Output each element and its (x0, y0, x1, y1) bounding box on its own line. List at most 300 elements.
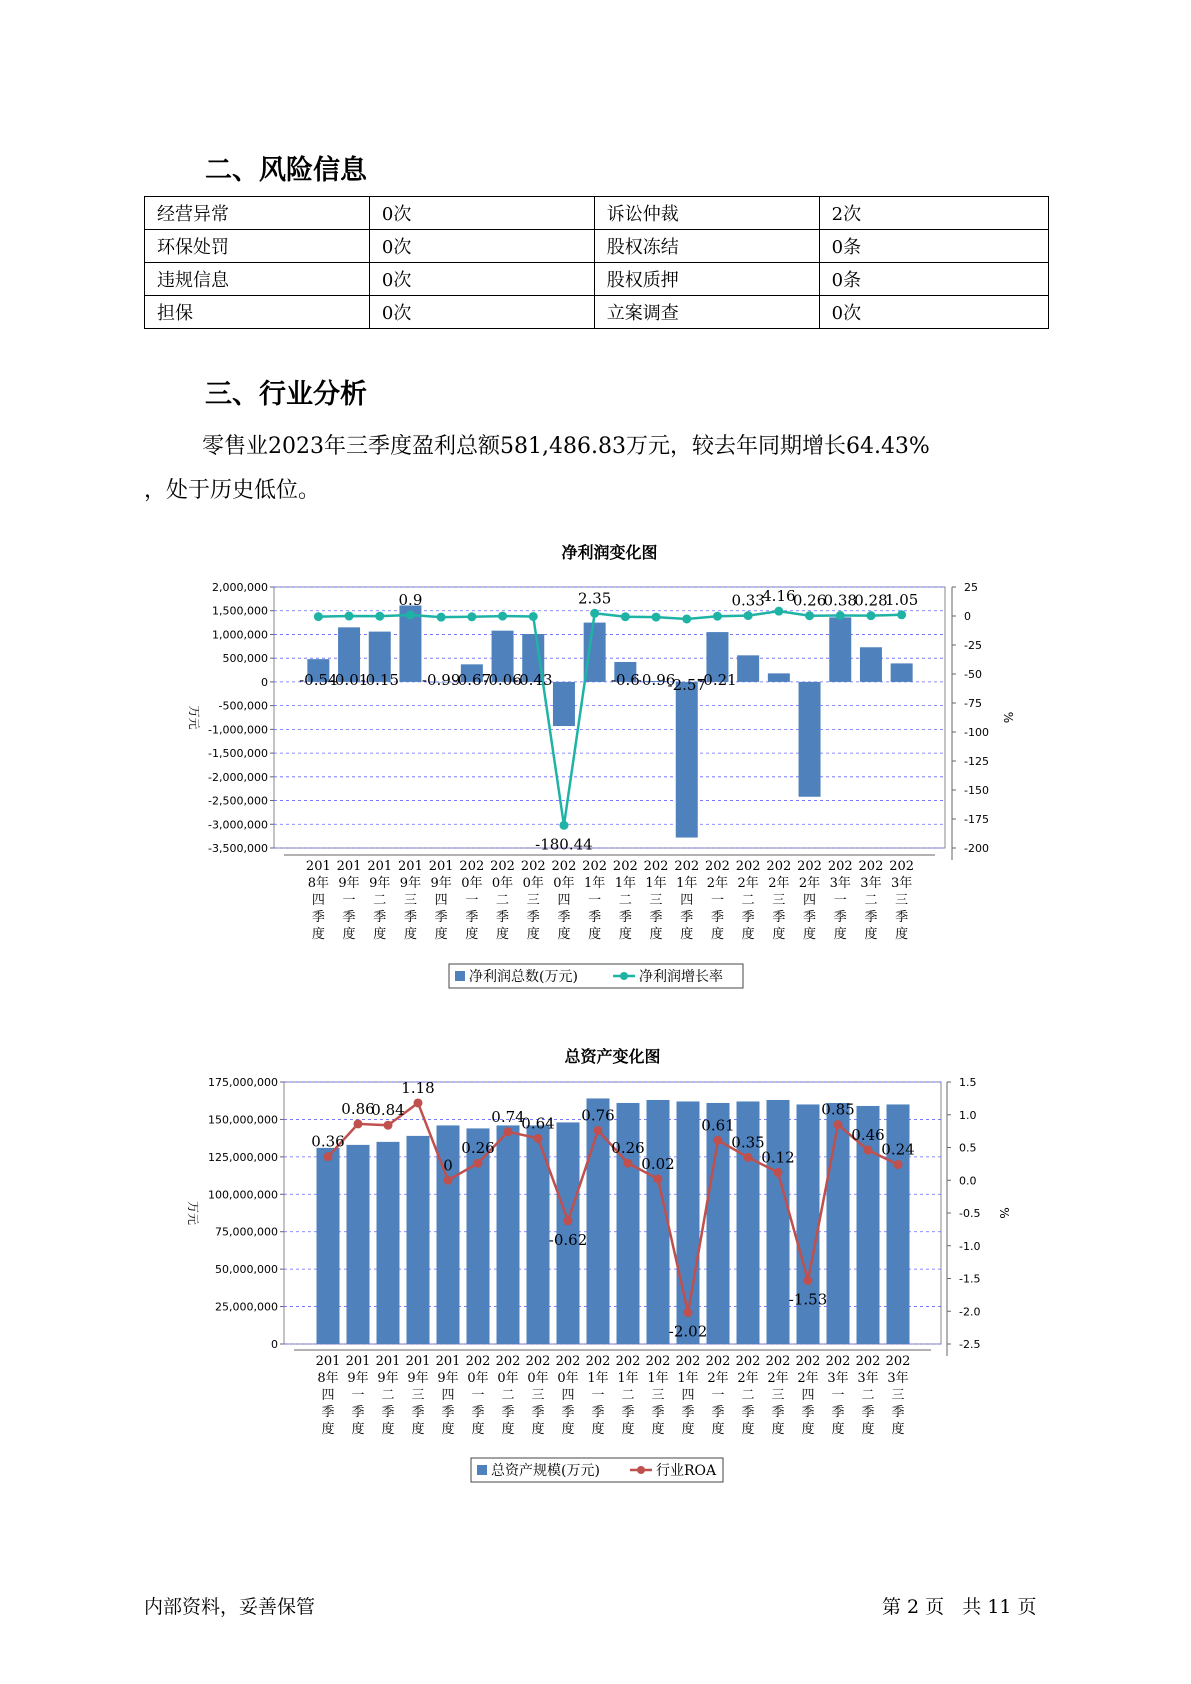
x-tick-label: 季 (381, 1405, 395, 1420)
y-tick-label: 50,000,000 (215, 1263, 278, 1277)
x-tick-label: 1年 (584, 876, 606, 891)
x-tick-label: 二 (501, 1388, 515, 1403)
x-tick-label: 3年 (891, 876, 913, 891)
x-tick-label: 202 (889, 859, 915, 874)
x-tick-label: 0年 (491, 876, 514, 891)
data-label: 0.35 (731, 1133, 765, 1152)
y2-tick-label: -0.5 (959, 1207, 981, 1220)
x-tick-label: 三 (531, 1388, 545, 1403)
bar (799, 682, 821, 797)
footer-left: 内部资料，妥善保管 (144, 1596, 316, 1618)
x-tick-label: 度 (741, 927, 755, 942)
bar (647, 1100, 670, 1344)
data-label: -0.6 (610, 671, 640, 689)
line-point (834, 1120, 843, 1129)
industry-summary (144, 425, 1074, 513)
total-assets-chart (0, 1038, 1191, 1508)
data-label: -0.99 (421, 671, 461, 689)
x-tick-label: 202 (674, 859, 700, 874)
line-point (559, 821, 568, 830)
line-point (324, 1152, 333, 1161)
data-label: 0.36 (311, 1132, 345, 1151)
summary-line-1: 零售业2023年三季度盈利总额581,486.83万元，较去年同期增长64.43% (202, 434, 930, 459)
y-tick-label: 2,000,000 (212, 581, 268, 594)
section-title-risk: 二、风险信息 (205, 155, 367, 186)
data-label: -0.06 (483, 671, 522, 689)
x-tick-label: 季 (649, 910, 663, 925)
line-point (354, 1119, 363, 1128)
bar (317, 1148, 340, 1344)
bar (829, 617, 851, 682)
line-point (375, 612, 384, 621)
x-tick-label: 季 (588, 910, 602, 925)
x-tick-label: 季 (441, 1405, 455, 1420)
bar (587, 1098, 610, 1344)
y-tick-label: -2,500,000 (208, 794, 268, 808)
x-tick-label: 2年 (737, 876, 759, 891)
x-tick-label: 度 (434, 927, 448, 942)
line-point (621, 612, 630, 621)
x-tick-label: 一 (465, 893, 479, 908)
x-tick-label: 202 (885, 1354, 911, 1369)
x-tick-label: 度 (831, 1422, 845, 1437)
x-tick-label: 度 (531, 1422, 545, 1437)
x-tick-label: 201 (435, 1354, 461, 1369)
risk-item-label: 违规信息 (145, 263, 370, 296)
data-label: 0.86 (341, 1099, 375, 1118)
data-label: -0.01 (329, 671, 369, 689)
risk-row (145, 263, 1049, 296)
x-tick-label: 1年 (617, 1371, 639, 1386)
x-tick-label: 202 (765, 1354, 791, 1369)
risk-item-label: 股权质押 (594, 263, 819, 296)
x-tick-label: 二 (381, 1388, 395, 1403)
risk-row (145, 197, 1049, 230)
data-label: 0.74 (491, 1107, 525, 1126)
x-tick-label: 季 (771, 1405, 785, 1420)
x-tick-label: 季 (618, 910, 632, 925)
x-tick-label: 0年 (553, 876, 575, 891)
x-tick-label: 三 (649, 893, 663, 908)
x-tick-label: 201 (428, 859, 454, 874)
x-tick-label: 季 (411, 1405, 425, 1420)
y2-tick-label: -50 (964, 668, 982, 681)
x-tick-label: 季 (591, 1405, 605, 1420)
x-tick-label: 202 (555, 1354, 581, 1369)
x-tick-label: 度 (591, 1422, 605, 1437)
x-tick-label: 四 (801, 1388, 815, 1403)
x-tick-label: 一 (833, 893, 847, 908)
x-tick-label: 度 (891, 1422, 905, 1437)
x-tick-label: 三 (411, 1388, 425, 1403)
x-tick-label: 季 (891, 1405, 905, 1420)
x-tick-label: 二 (741, 893, 755, 908)
y-axis-label: 万元 (187, 705, 201, 730)
x-tick-label: 202 (827, 859, 853, 874)
x-tick-label: 四 (680, 893, 694, 908)
x-tick-label: 201 (398, 859, 423, 874)
x-tick-label: 9年 (377, 1371, 399, 1386)
x-tick-label: 202 (735, 1354, 761, 1369)
x-tick-label: 四 (803, 893, 817, 908)
x-tick-label: 202 (645, 1354, 671, 1369)
x-tick-label: 四 (681, 1388, 695, 1403)
line-point (713, 612, 722, 621)
x-tick-label: 二 (621, 1388, 635, 1403)
y2-tick-label: 1.0 (959, 1108, 977, 1122)
y2-tick-label: 0.0 (959, 1174, 977, 1188)
y-tick-label: 0 (261, 675, 268, 689)
x-tick-label: 二 (861, 1388, 875, 1403)
x-tick-label: 三 (772, 893, 786, 908)
y-tick-label: 25,000,000 (215, 1300, 278, 1314)
x-tick-label: 三 (651, 1388, 665, 1403)
y-tick-label: -500,000 (218, 699, 268, 713)
x-tick-label: 季 (621, 1405, 635, 1420)
x-tick-label: 3年 (829, 876, 851, 891)
x-tick-label: 四 (321, 1388, 335, 1403)
x-tick-label: 季 (831, 1405, 845, 1420)
y2-axis-label: % (1001, 711, 1015, 724)
x-tick-label: 季 (342, 910, 356, 925)
bar (407, 1136, 430, 1344)
risk-item-value: 0次 (369, 197, 594, 230)
x-tick-label: 度 (588, 927, 602, 942)
x-tick-label: 201 (315, 1354, 341, 1369)
bar (891, 663, 913, 682)
x-tick-label: 一 (588, 893, 602, 908)
x-tick-label: 度 (471, 1422, 485, 1437)
x-tick-label: 0年 (522, 876, 544, 891)
line-point (414, 1098, 423, 1107)
legend-line-label: 行业ROA (656, 1463, 717, 1479)
x-tick-label: 季 (557, 910, 571, 925)
x-tick-label: 一 (711, 1388, 725, 1403)
x-tick-label: 201 (345, 1354, 371, 1369)
y-tick-label: -2,000,000 (208, 770, 268, 784)
x-tick-label: 季 (711, 1405, 725, 1420)
data-label: 0.38 (823, 591, 857, 610)
x-tick-label: 3年 (857, 1371, 879, 1386)
y-tick-label: 500,000 (222, 652, 268, 666)
x-tick-label: 度 (801, 1422, 815, 1437)
x-tick-label: 季 (531, 1405, 545, 1420)
x-tick-label: 202 (615, 1354, 641, 1369)
summary-line-2: ，处于历史低位。 (144, 478, 321, 503)
x-tick-label: 0年 (557, 1371, 579, 1386)
data-label: 1.05 (884, 590, 919, 609)
bar (737, 655, 759, 682)
x-tick-label: 四 (557, 893, 571, 908)
x-tick-label: 度 (321, 1422, 335, 1437)
line-point (314, 612, 323, 621)
line-point (590, 609, 599, 618)
risk-item-label: 经营异常 (145, 197, 370, 230)
x-tick-label: 9年 (399, 876, 422, 891)
x-tick-label: 季 (801, 1405, 815, 1420)
data-label: -0.96 (636, 671, 676, 689)
x-tick-label: 季 (864, 910, 878, 925)
data-label: -0.43 (514, 671, 553, 689)
risk-item-value: 0次 (819, 296, 1048, 329)
x-tick-label: 季 (651, 1405, 665, 1420)
y-tick-label: -1,000,000 (208, 723, 268, 737)
legend-bar-label: 总资产规模(万元) (491, 1463, 600, 1479)
risk-item-label: 诉讼仲裁 (594, 197, 819, 230)
bar (553, 682, 575, 726)
x-tick-label: 三 (526, 893, 540, 908)
line-point (624, 1159, 633, 1168)
x-tick-label: 9年 (407, 1371, 429, 1386)
bar (497, 1125, 520, 1344)
data-label: 0.76 (581, 1106, 615, 1125)
x-tick-label: 202 (643, 859, 669, 874)
data-label: 0.26 (611, 1139, 645, 1158)
data-label: 0.24 (881, 1140, 915, 1159)
x-tick-label: 季 (434, 910, 448, 925)
x-tick-label: 季 (561, 1405, 575, 1420)
risk-item-value: 0条 (819, 263, 1048, 296)
x-tick-label: 201 (405, 1354, 431, 1369)
data-label: -2.57 (667, 676, 706, 694)
x-tick-label: 1年 (647, 1371, 669, 1386)
x-tick-label: 季 (321, 1405, 335, 1420)
risk-row (145, 230, 1049, 263)
y2-tick-label: 0.5 (959, 1141, 977, 1155)
data-label: 0.84 (371, 1101, 405, 1120)
x-tick-label: 度 (465, 927, 479, 942)
x-tick-label: 一 (710, 893, 724, 908)
x-tick-label: 度 (741, 1422, 755, 1437)
x-tick-label: 度 (618, 927, 632, 942)
x-tick-label: 202 (495, 1354, 521, 1369)
y2-axis-label: % (997, 1207, 1011, 1219)
data-label: -0.21 (698, 671, 737, 689)
x-tick-label: 202 (795, 1354, 821, 1369)
x-tick-label: 202 (490, 859, 515, 874)
x-tick-label: 二 (741, 1388, 755, 1403)
chart-title: 总资产变化图 (564, 1047, 661, 1066)
bar (827, 1103, 850, 1344)
x-tick-label: 季 (833, 910, 847, 925)
x-tick-label: 201 (367, 859, 393, 874)
x-tick-label: 0年 (467, 1371, 489, 1386)
bar (676, 682, 698, 838)
y-axis-label: 万元 (186, 1200, 200, 1226)
risk-item-label: 环保处罚 (145, 230, 370, 263)
x-tick-label: 3年 (827, 1371, 849, 1386)
x-tick-label: 四 (441, 1388, 455, 1403)
bar (377, 1142, 400, 1344)
x-tick-label: 201 (305, 859, 331, 874)
x-tick-label: 202 (525, 1354, 551, 1369)
x-tick-label: 度 (351, 1422, 365, 1437)
x-tick-label: 2年 (798, 876, 821, 891)
legend-bar-swatch (455, 971, 465, 981)
y2-tick-label: -2.5 (959, 1338, 981, 1351)
x-tick-label: 度 (403, 927, 417, 942)
line-point (744, 1153, 753, 1162)
risk-item-label: 担保 (145, 296, 370, 329)
x-tick-label: 二 (496, 893, 510, 908)
data-label: 0.33 (731, 591, 765, 610)
risk-item-label: 股权冻结 (594, 230, 819, 263)
x-tick-label: 3年 (860, 876, 882, 891)
data-label: 0 (443, 1156, 453, 1175)
y-tick-label: -3,500,000 (208, 842, 268, 855)
risk-row (145, 296, 1049, 329)
x-tick-label: 1年 (645, 876, 667, 891)
y2-tick-label: -75 (964, 697, 982, 710)
line-point (744, 611, 753, 620)
data-label: -2.02 (668, 1322, 708, 1341)
data-label: 0.46 (851, 1126, 885, 1145)
line-point (474, 1159, 483, 1168)
x-tick-label: 度 (680, 927, 694, 942)
x-tick-label: 202 (465, 1354, 491, 1369)
x-tick-label: 202 (766, 859, 792, 874)
line-point (467, 612, 476, 621)
line-point (564, 1216, 573, 1225)
chart-title: 净利润变化图 (561, 543, 658, 562)
y-tick-label: 150,000,000 (208, 1113, 278, 1127)
risk-item-value: 0次 (369, 263, 594, 296)
y-tick-label: 1,000,000 (212, 628, 268, 642)
x-tick-label: 度 (771, 1422, 785, 1437)
line-point (384, 1121, 393, 1130)
y2-tick-label: 25 (964, 581, 978, 594)
y2-tick-label: -1.5 (959, 1272, 981, 1286)
x-tick-label: 9年 (347, 1371, 369, 1386)
x-tick-label: 度 (561, 1422, 575, 1437)
line-point (652, 613, 661, 622)
x-tick-label: 1年 (614, 876, 636, 891)
x-tick-label: 三 (895, 893, 909, 908)
x-tick-label: 9年 (437, 1371, 459, 1386)
line-point (805, 611, 814, 620)
x-tick-label: 季 (465, 910, 479, 925)
x-tick-label: 四 (561, 1388, 575, 1403)
data-label: 0.9 (398, 590, 423, 609)
x-tick-label: 度 (526, 927, 540, 942)
y2-tick-label: -2.0 (959, 1305, 981, 1319)
x-tick-label: 2年 (797, 1371, 819, 1386)
x-tick-label: 8年 (317, 1371, 339, 1386)
y-tick-label: 175,000,000 (208, 1076, 278, 1089)
x-tick-label: 季 (861, 1405, 875, 1420)
line-point (894, 1160, 903, 1169)
x-tick-label: 202 (612, 859, 638, 874)
y-tick-label: 0 (271, 1338, 278, 1351)
x-tick-label: 度 (411, 1422, 425, 1437)
legend-bar-swatch (477, 1465, 487, 1475)
legend-line-label: 净利润增长率 (639, 969, 723, 985)
x-tick-label: 季 (501, 1405, 515, 1420)
bar (768, 673, 790, 682)
data-label: 0.12 (761, 1148, 795, 1167)
x-tick-label: 202 (797, 859, 822, 874)
x-tick-label: 季 (373, 910, 387, 925)
x-tick-label: 202 (582, 859, 608, 874)
y-tick-label: 75,000,000 (215, 1225, 278, 1239)
x-tick-label: 8年 (307, 876, 329, 891)
x-tick-label: 季 (496, 910, 510, 925)
x-tick-label: 度 (710, 927, 724, 942)
y2-tick-label: 1.5 (959, 1076, 977, 1089)
y2-tick-label: -150 (964, 784, 989, 797)
x-tick-label: 度 (311, 927, 325, 942)
y2-tick-label: -100 (964, 726, 989, 739)
x-tick-label: 一 (471, 1388, 485, 1403)
x-tick-label: 季 (311, 910, 325, 925)
x-tick-label: 0年 (461, 876, 483, 891)
x-tick-label: 四 (311, 893, 325, 908)
data-label: -0.62 (548, 1230, 588, 1249)
x-tick-label: 二 (864, 893, 878, 908)
risk-item-value: 0次 (369, 296, 594, 329)
x-tick-label: 三 (771, 1388, 785, 1403)
data-label: 0.02 (641, 1154, 675, 1173)
line-point (437, 613, 446, 622)
x-tick-label: 季 (403, 910, 417, 925)
x-tick-label: 度 (681, 1422, 695, 1437)
x-tick-label: 201 (336, 859, 362, 874)
data-label: -180.44 (535, 835, 593, 854)
line-point (774, 607, 783, 616)
x-tick-label: 202 (705, 859, 730, 874)
y-tick-label: -1,500,000 (208, 747, 268, 761)
x-tick-label: 度 (441, 1422, 455, 1437)
x-tick-label: 度 (501, 1422, 515, 1437)
y2-tick-label: -25 (964, 639, 982, 652)
section-title-industry: 三、行业分析 (205, 379, 367, 410)
y2-tick-label: -175 (964, 813, 989, 826)
data-label: 0.26 (461, 1139, 495, 1158)
x-tick-label: 一 (351, 1388, 365, 1403)
x-tick-label: 一 (342, 893, 356, 908)
line-point (804, 1276, 813, 1285)
x-tick-label: 度 (861, 1422, 875, 1437)
x-tick-label: 二 (373, 893, 387, 908)
data-label: 0.26 (792, 591, 827, 610)
x-tick-label: 度 (711, 1422, 725, 1437)
line-point (529, 612, 538, 621)
line-point (594, 1126, 603, 1135)
x-tick-label: 季 (895, 910, 909, 925)
legend-line-marker (620, 972, 628, 980)
risk-item-value: 0条 (819, 230, 1048, 263)
x-tick-label: 9年 (430, 876, 452, 891)
line-point (684, 1308, 693, 1317)
x-tick-label: 季 (471, 1405, 485, 1420)
x-tick-label: 202 (855, 1354, 881, 1369)
data-label: 0.61 (701, 1116, 735, 1135)
bar (860, 647, 882, 682)
bar (347, 1145, 370, 1344)
x-tick-label: 2年 (768, 876, 790, 891)
x-tick-label: 1年 (676, 876, 698, 891)
x-tick-label: 三 (891, 1388, 905, 1403)
line-point (897, 610, 906, 619)
x-tick-label: 度 (342, 927, 356, 942)
data-label: -0.54 (299, 671, 338, 689)
x-tick-label: 202 (459, 859, 485, 874)
x-tick-label: 202 (520, 859, 546, 874)
y-tick-label: 125,000,000 (208, 1150, 278, 1164)
line-point (498, 612, 507, 621)
x-tick-label: 度 (557, 927, 571, 942)
line-point (774, 1168, 783, 1177)
